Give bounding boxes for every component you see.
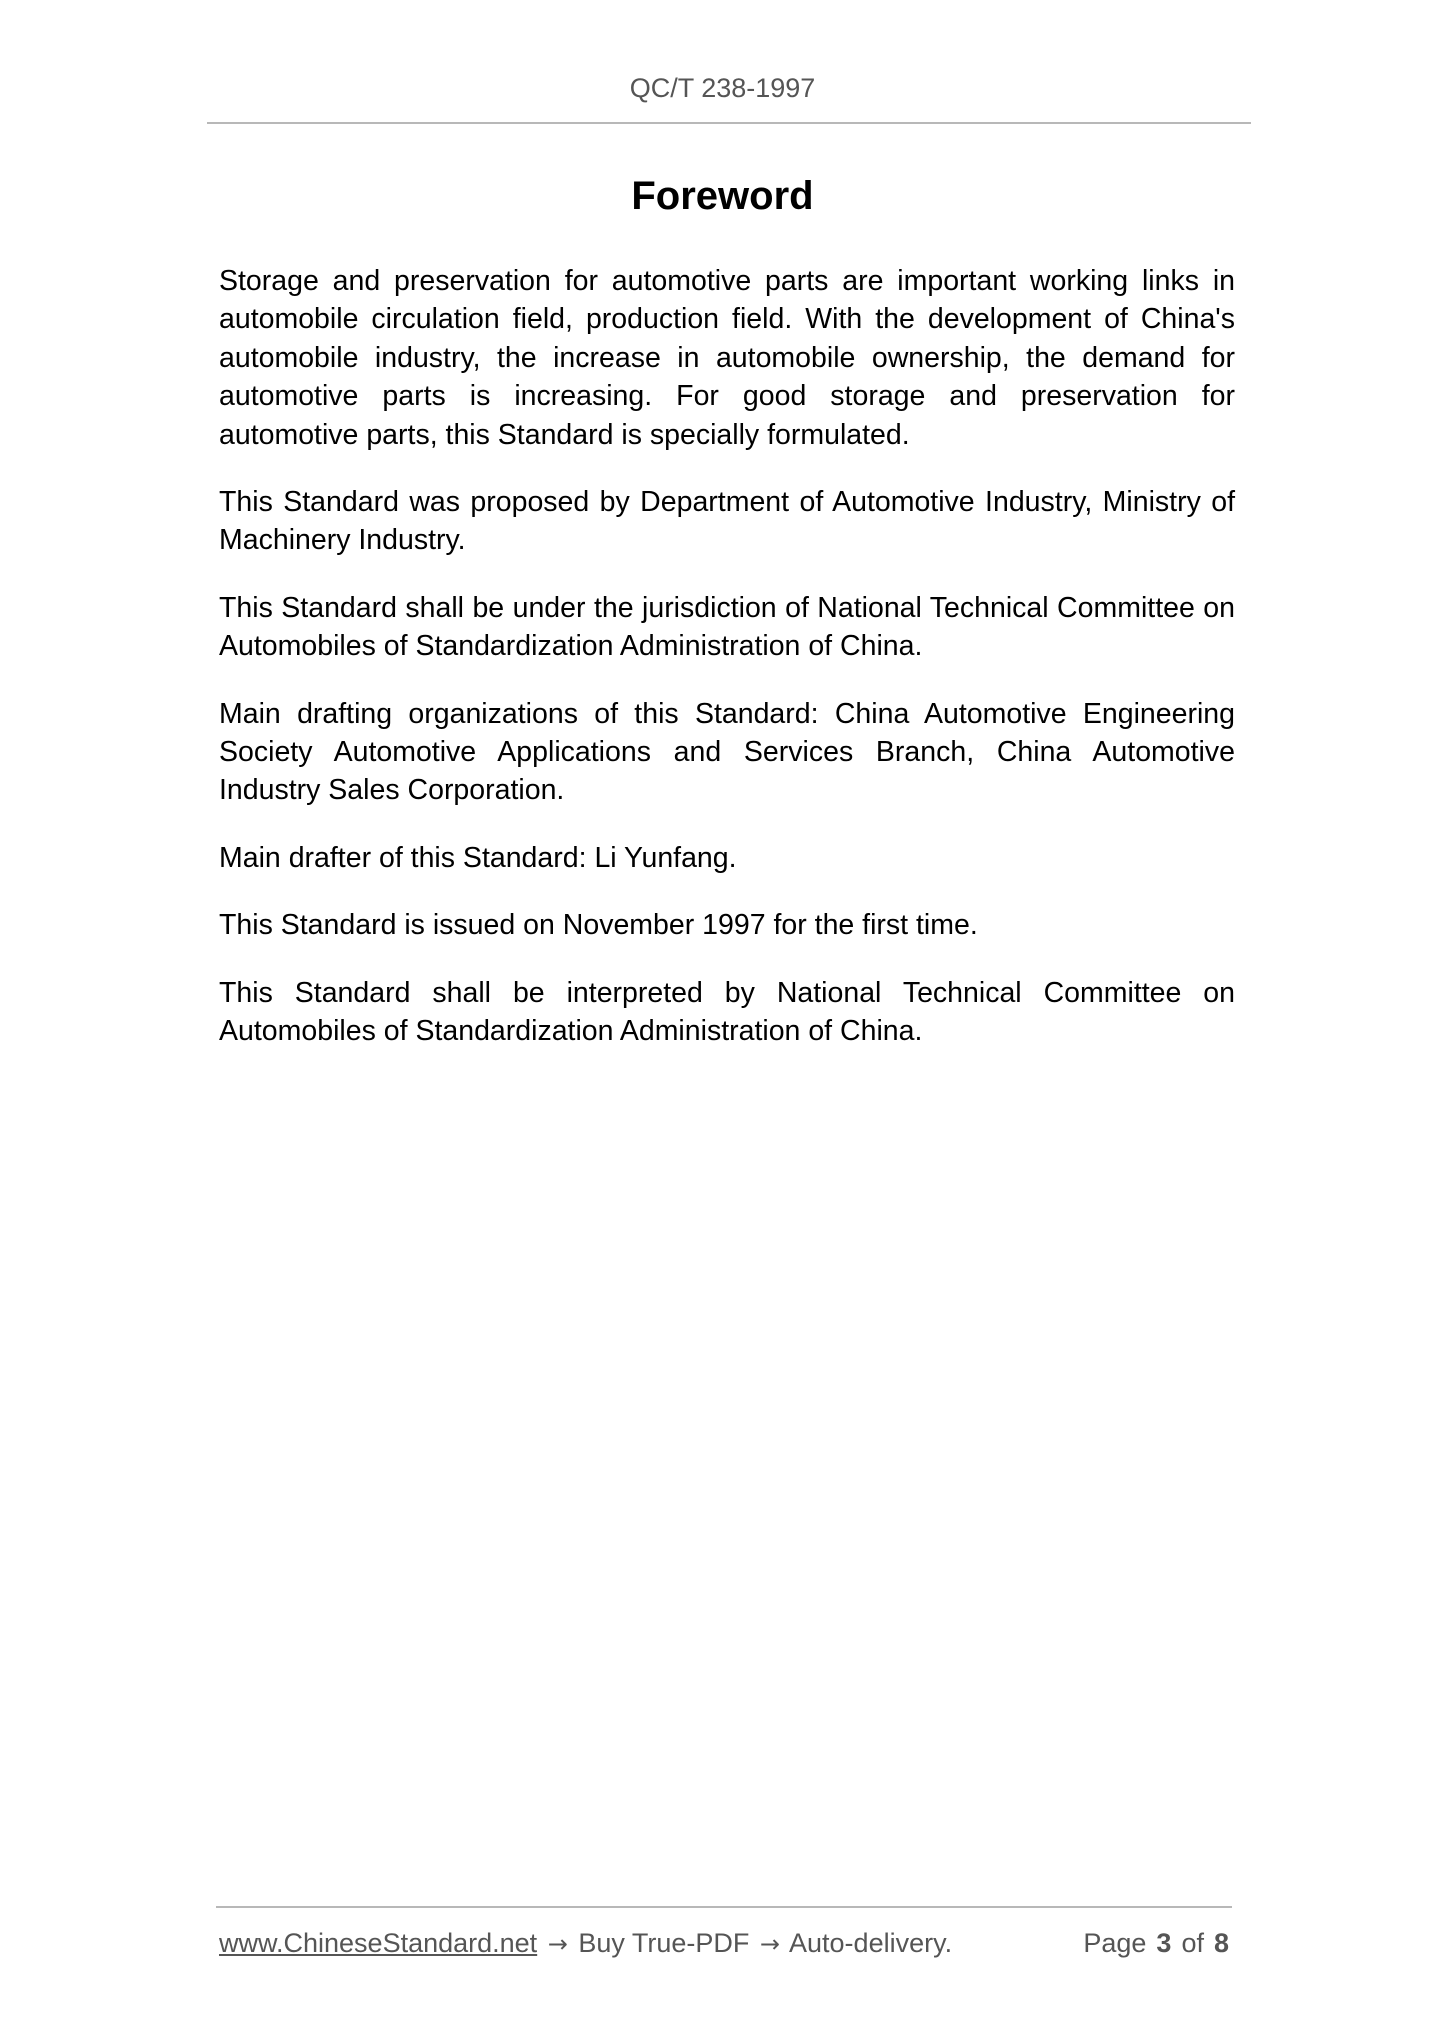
page-label: Page: [1083, 1928, 1147, 1958]
footer-divider: [216, 1906, 1232, 1908]
paragraph-interpretation: This Standard shall be interpreted by National Technical Committee on Automobiles of Standardization Administration of China.: [219, 976, 1235, 1048]
paragraph-issue-date: This Standard is issued on November 1997 for the first time.: [219, 909, 978, 942]
footer-promo: [219, 1923, 952, 1964]
paragraph-jurisdiction: This Standard shall be under the jurisdiction of National Technical Committee on Automobiles of Standardization Administration of China.: [219, 591, 1235, 663]
header-document-code: QC/T 238-1997: [629, 73, 816, 103]
total-pages-number: 8: [1213, 1928, 1229, 1958]
of-label: of: [1181, 1928, 1204, 1958]
arrow-right-icon: →: [547, 1930, 568, 1958]
buy-true-pdf-text: Buy True-PDF: [578, 1928, 750, 1958]
foreword-body: [219, 262, 1235, 1080]
website-link[interactable]: www.ChineseStandard.net: [219, 1928, 538, 1958]
paragraph-main-drafter: Main drafter of this Standard: Li Yunfang.: [219, 841, 737, 874]
auto-delivery-text: Auto-delivery.: [789, 1928, 953, 1958]
current-page-number: 3: [1156, 1928, 1172, 1958]
paragraph-intro: Storage and preservation for automotive parts are important working links in automobile circulation field, production field. With the development of China's automobile industry, the increase in automobile ownership, the demand for automotive parts is increasing. For good storage and preservation for automotive parts, this Standard is specially formulated.: [219, 265, 1235, 451]
paragraph-proposed-by: This Standard was proposed by Department of Automotive Industry, Ministry of Machinery Industry.: [219, 486, 1235, 557]
page-footer: [219, 1923, 1229, 1963]
arrow-right-icon: →: [759, 1930, 780, 1958]
page-number: [1083, 1923, 1229, 1963]
header-divider: [207, 122, 1251, 124]
page-title: Foreword: [631, 174, 814, 218]
paragraph-drafting-organizations: Main drafting organizations of this Standard: China Automotive Engineering Society Automotive Applications and Services Branch, China Automotive Industry Sales Corporation.: [219, 697, 1235, 807]
